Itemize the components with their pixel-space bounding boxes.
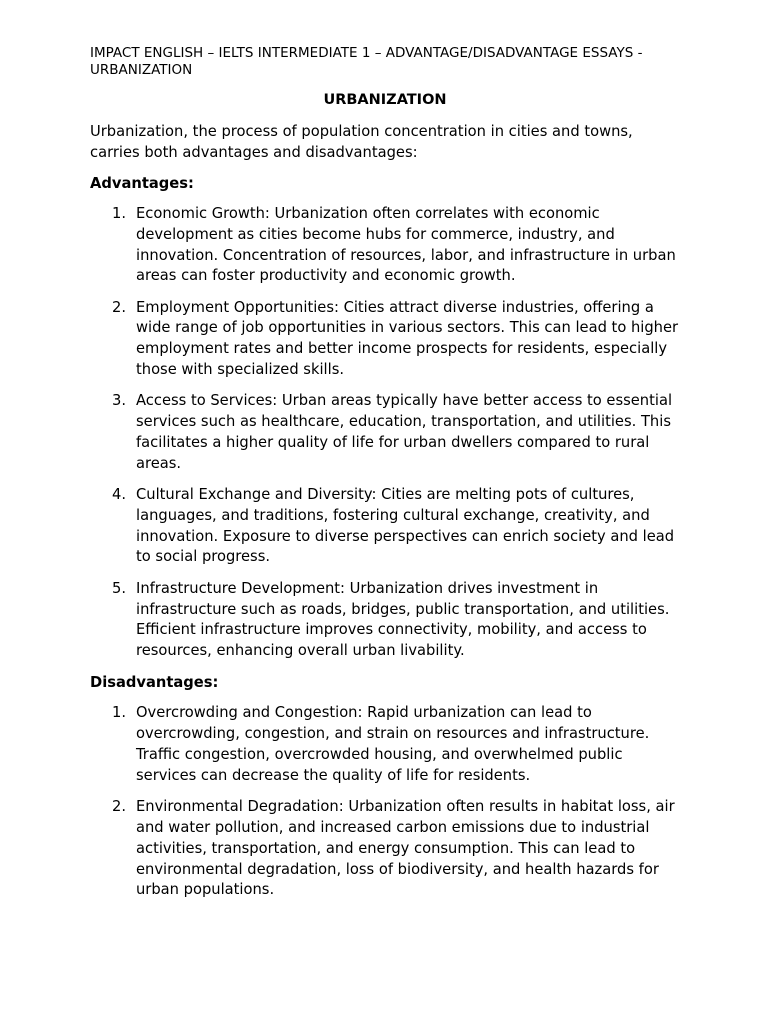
list-item-text: Employment Opportunities: Cities attract diverse industries, offering a wide range of job opportunities in various sectors. This can lead to higher employment rates and better income prospects for residents, especially those with specialized skills.	[136, 298, 679, 379]
list-item-number: 2.	[112, 798, 127, 816]
intro-paragraph: Urbanization, the process of population concentration in cities and towns, carries both advantages and disadvantages:	[90, 123, 633, 161]
list-item-text: Economic Growth: Urbanization often correlates with economic development as cities become hubs for commerce, industry, and innovation. Concentration of resources, labor, and infrastructure in urban areas can foster productivity and economic growth.	[136, 205, 676, 285]
list-item	[90, 703, 680, 786]
list-item	[90, 204, 680, 287]
list-item-number: 4.	[112, 486, 127, 504]
list-item	[90, 298, 680, 381]
list-item-number: 2.	[112, 298, 127, 316]
list-item-text: Overcrowding and Congestion: Rapid urbanization can lead to overcrowding, congestion, and strain on resources and infrastructure. Traffic congestion, overcrowded housing, and overwhelmed public services can decrease the quality of life for residents.	[136, 704, 650, 784]
list-item	[90, 391, 680, 474]
list-item-number: 3.	[112, 392, 127, 410]
advantages-heading: Advantages:	[90, 175, 194, 192]
list-item-text: Cultural Exchange and Diversity: Cities are melting pots of cultures, languages, and traditions, fostering cultural exchange, creativity, and innovation. Exposure to diverse perspectives can enrich society and lead to social progress.	[136, 486, 675, 566]
list-item-number: 1.	[112, 704, 127, 722]
document-header: IMPACT ENGLISH – IELTS INTERMEDIATE 1 – ADVANTAGE/DISADVANTAGE ESSAYS - URBANIZATION	[90, 45, 643, 78]
list-item-text: Infrastructure Development: Urbanization drives investment in infrastructure such as roads, bridges, public transportation, and utilities. Efficient infrastructure improves connectivity, mobility, and access to resources, enhancing overall urban livability.	[136, 579, 670, 660]
disadvantages-list	[90, 703, 680, 901]
list-item-text: Environmental Degradation: Urbanization often results in habitat loss, air and water pollution, and increased carbon emissions due to industrial activities, transportation, and energy consumption. This can lead to environmental degradation, loss of biodiversity, and health hazards for urban populations.	[136, 798, 675, 899]
list-item-text: Access to Services: Urban areas typically have better access to essential services such as healthcare, education, transportation, and utilities. This facilitates a higher quality of life for urban dwellers compared to rural areas.	[136, 392, 673, 472]
document-title: URBANIZATION	[323, 92, 447, 108]
list-item	[90, 797, 680, 901]
document-page	[90, 45, 680, 912]
list-item	[90, 579, 680, 662]
advantages-list	[90, 204, 680, 662]
disadvantages-heading: Disadvantages:	[90, 674, 219, 692]
list-item-number: 5.	[112, 579, 127, 597]
list-item	[90, 485, 680, 568]
list-item-number: 1.	[112, 205, 127, 222]
